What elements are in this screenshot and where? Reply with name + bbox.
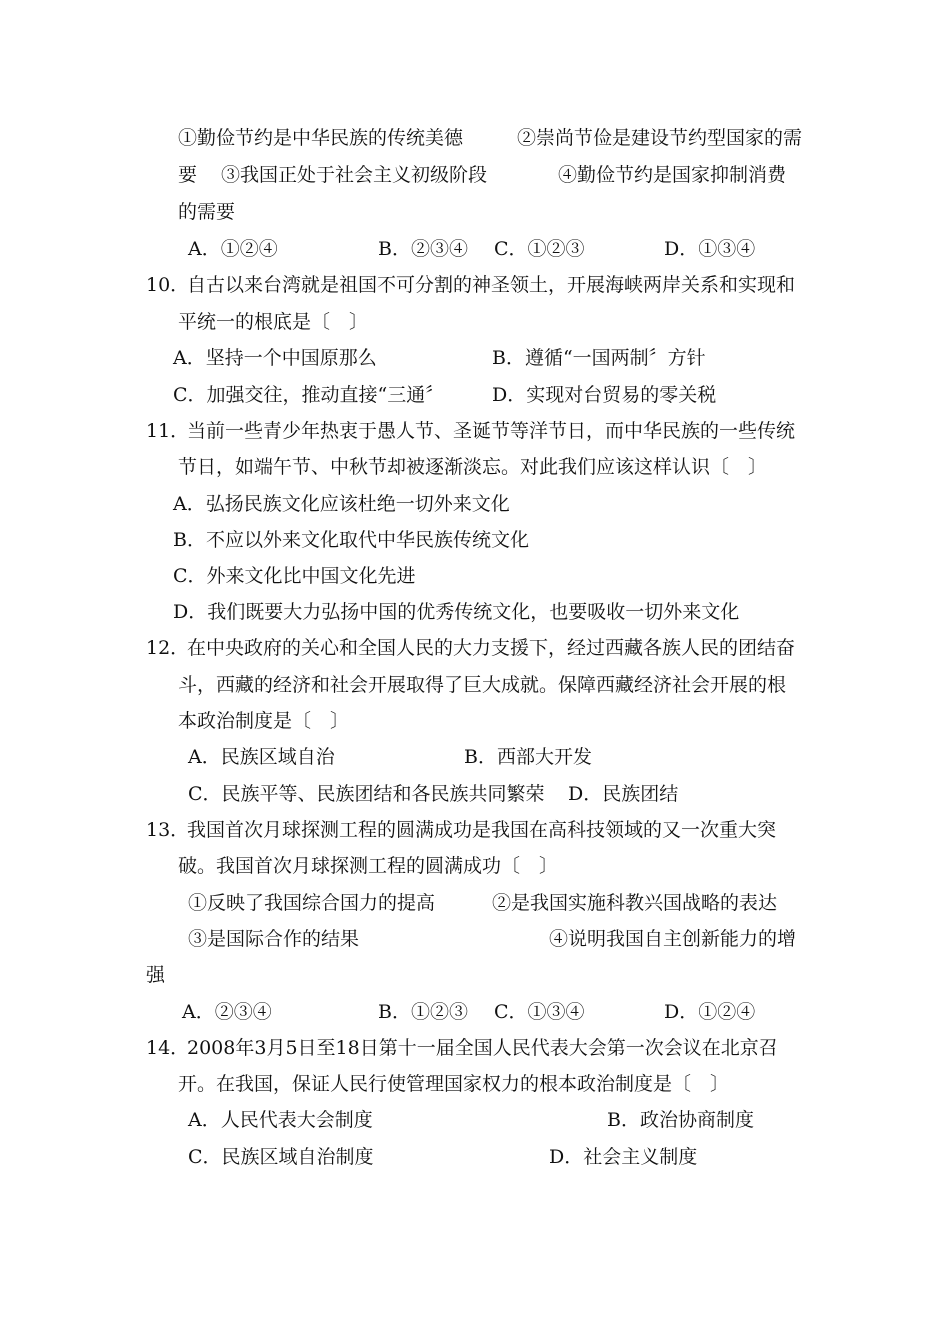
q9-option-a[interactable]: A．①②④ <box>188 238 278 260</box>
q9-statement-2: ②崇尚节俭是建设节约型国家的需 <box>517 127 803 149</box>
q11-option-b[interactable]: B．不应以外来文化取代中华民族传统文化 <box>173 529 529 551</box>
q10-option-c[interactable]: C．加强交往，推动直接“三通〞 <box>173 384 445 406</box>
q14-option-d[interactable]: D．社会主义制度 <box>549 1146 698 1168</box>
question-number: 11． <box>146 420 190 442</box>
question-stem-cont: 破。我国首次月球探测工程的圆满成功〔 〕 <box>178 855 559 877</box>
q9-statement-2-wrap: 要 <box>178 164 198 186</box>
q13-statement-3: ③是国际合作的结果 <box>188 928 360 950</box>
q11-option-a[interactable]: A．弘扬民族文化应该杜绝一切外来文化 <box>173 493 510 515</box>
q12-option-d[interactable]: D．民族团结 <box>568 783 679 805</box>
q9-statement-4-wrap: 的需要 <box>178 201 236 223</box>
question-stem: 2008年3月5日至18日第十一届全国人民代表大会第一次会议在北京召 <box>187 1037 778 1059</box>
q13-statement-4-wrap: 强 <box>146 964 166 986</box>
question-number: 14． <box>146 1037 190 1059</box>
q10-option-a[interactable]: A．坚持一个中国原那么 <box>173 347 377 369</box>
q12-option-a[interactable]: A．民族区域自治 <box>188 746 335 768</box>
q9-option-b[interactable]: B．②③④ <box>378 238 468 260</box>
q10-option-b[interactable]: B．遵循“一国两制〞方针 <box>492 347 706 369</box>
q14-option-a[interactable]: A．人民代表大会制度 <box>188 1109 373 1131</box>
question-number: 13． <box>146 819 190 841</box>
question-stem: 当前一些青少年热衷于愚人节、圣诞节等洋节日，而中华民族的一些传统 <box>187 420 796 442</box>
question-stem-cont: 斗，西藏的经济和社会开展取得了巨大成就。保障西藏经济社会开展的根 <box>178 674 787 696</box>
q13-option-a[interactable]: A．②③④ <box>182 1001 272 1023</box>
q11-option-d[interactable]: D．我们既要大力弘扬中国的优秀传统文化，也要吸收一切外来文化 <box>173 601 740 623</box>
q11-option-c[interactable]: C．外来文化比中国文化先进 <box>173 565 416 587</box>
q9-statement-1: ①勤俭节约是中华民族的传统美德 <box>178 127 464 149</box>
q9-option-d[interactable]: D．①③④ <box>664 238 756 260</box>
question-stem: 我国首次月球探测工程的圆满成功是我国在高科技领域的又一次重大突 <box>187 819 777 841</box>
question-stem-cont: 开。在我国，保证人民行使管理国家权力的根本政治制度是〔 〕 <box>178 1073 730 1095</box>
q10-option-d[interactable]: D．实现对台贸易的零关税 <box>492 384 717 406</box>
q12-option-c[interactable]: C．民族平等、民族团结和各民族共同繁荣 <box>188 783 545 805</box>
question-stem: 在中央政府的关心和全国人民的大力支援下，经过西藏各族人民的团结奋 <box>187 637 796 659</box>
q12-option-b[interactable]: B．西部大开发 <box>464 746 592 768</box>
question-stem-cont: 本政治制度是〔 〕 <box>178 710 350 732</box>
question-stem: 自古以来台湾就是祖国不可分割的神圣领土，开展海峡两岸关系和实现和 <box>187 274 796 296</box>
q13-option-c[interactable]: C．①③④ <box>494 1001 585 1023</box>
question-stem-cont: 节日，如端午节、中秋节却被逐渐淡忘。对此我们应该这样认识〔 〕 <box>178 456 768 478</box>
q9-statement-4: ④勤俭节约是国家抑制消费 <box>558 164 787 186</box>
question-number: 12． <box>146 637 190 659</box>
q14-option-c[interactable]: C．民族区域自治制度 <box>188 1146 374 1168</box>
q9-statement-3: ③我国正处于社会主义初级阶段 <box>221 164 488 186</box>
q9-option-c[interactable]: C．①②③ <box>494 238 585 260</box>
q13-option-b[interactable]: B．①②③ <box>378 1001 468 1023</box>
q13-statement-4: ④说明我国自主创新能力的增 <box>549 928 797 950</box>
q13-statement-2: ②是我国实施科教兴国战略的表达 <box>492 892 778 914</box>
question-number: 10． <box>146 274 190 296</box>
q13-option-d[interactable]: D．①②④ <box>664 1001 756 1023</box>
question-stem-cont: 平统一的根底是〔 〕 <box>178 311 369 333</box>
q13-statement-1: ①反映了我国综合国力的提高 <box>188 892 436 914</box>
q14-option-b[interactable]: B．政治协商制度 <box>607 1109 754 1131</box>
